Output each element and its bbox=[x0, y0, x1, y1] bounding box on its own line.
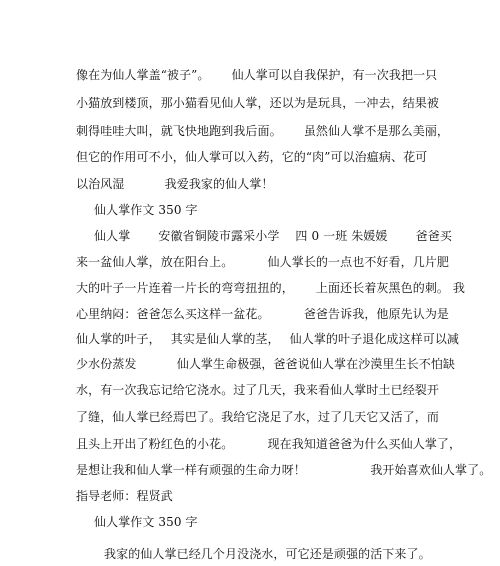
text-line: 像在为仙人掌盖“被子”。 仙人掌可以自我保护，有一次我把一只 bbox=[76, 68, 438, 82]
text-line: 水，有一次我忘记给它浇水。过了几天，我来看仙人掌时土已经裂开 bbox=[76, 383, 440, 397]
text-line: 但它的作用可不小，仙人掌可以入药，它的“肉”可以治瘟病、花可 bbox=[76, 150, 428, 164]
section-heading: 仙人掌作文 350 字 bbox=[94, 515, 198, 529]
teacher-credit: 指导老师：程贤武 bbox=[76, 489, 173, 503]
text-line: 少水份蒸发 仙人掌生命极强，爸爸说仙人掌在沙漠里生长不怕缺 bbox=[76, 357, 456, 371]
text-line: 仙人掌 安徽省铜陵市露采小学 四 0 一班 朱媛媛 爸爸买 bbox=[94, 229, 452, 243]
text-line: 大的叶子一片连着一片长的弯弯扭扭的， 上面还长着灰黑色的刺。 我 bbox=[76, 281, 466, 295]
text-line: 小猫放到楼顶，那小猫看见仙人掌，还以为是玩具，一冲去，结果被 bbox=[76, 96, 440, 110]
text-line: 且头上开出了粉红色的小花。 现在我知道爸爸为什么买仙人掌了， bbox=[76, 437, 462, 451]
text-line: 来一盆仙人掌，放在阳台上。 仙人掌长的一点也不好看，几片肥 bbox=[76, 255, 450, 269]
text-line: 以治风湿 我爱我家的仙人掌！ bbox=[76, 177, 274, 191]
text-line: 仙人掌的叶子， 其实是仙人掌的茎， 仙人掌的叶子退化成这样可以减 bbox=[76, 332, 460, 346]
text-line: 了缝，仙人掌已经焉巴了。我给它浇足了水，过了几天它又活了，而 bbox=[76, 410, 440, 424]
section-heading: 仙人掌作文 350 字 bbox=[94, 203, 198, 217]
text-line: 是想让我和仙人掌一样有顽强的生命力呀！ 我开始喜欢仙人掌了。 bbox=[76, 463, 492, 477]
text-line: 心里纳闷：爸爸怎么买这样一盆花。 爸爸告诉我，他原先认为是 bbox=[76, 307, 450, 321]
text-line: 我家的仙人掌已经几个月没浇水，可它还是顽强的活下来了。 bbox=[104, 547, 431, 561]
text-line: 刺得哇哇大叫，就飞快地跑到我后面。 虽然仙人掌不是那么美丽， bbox=[76, 124, 450, 138]
